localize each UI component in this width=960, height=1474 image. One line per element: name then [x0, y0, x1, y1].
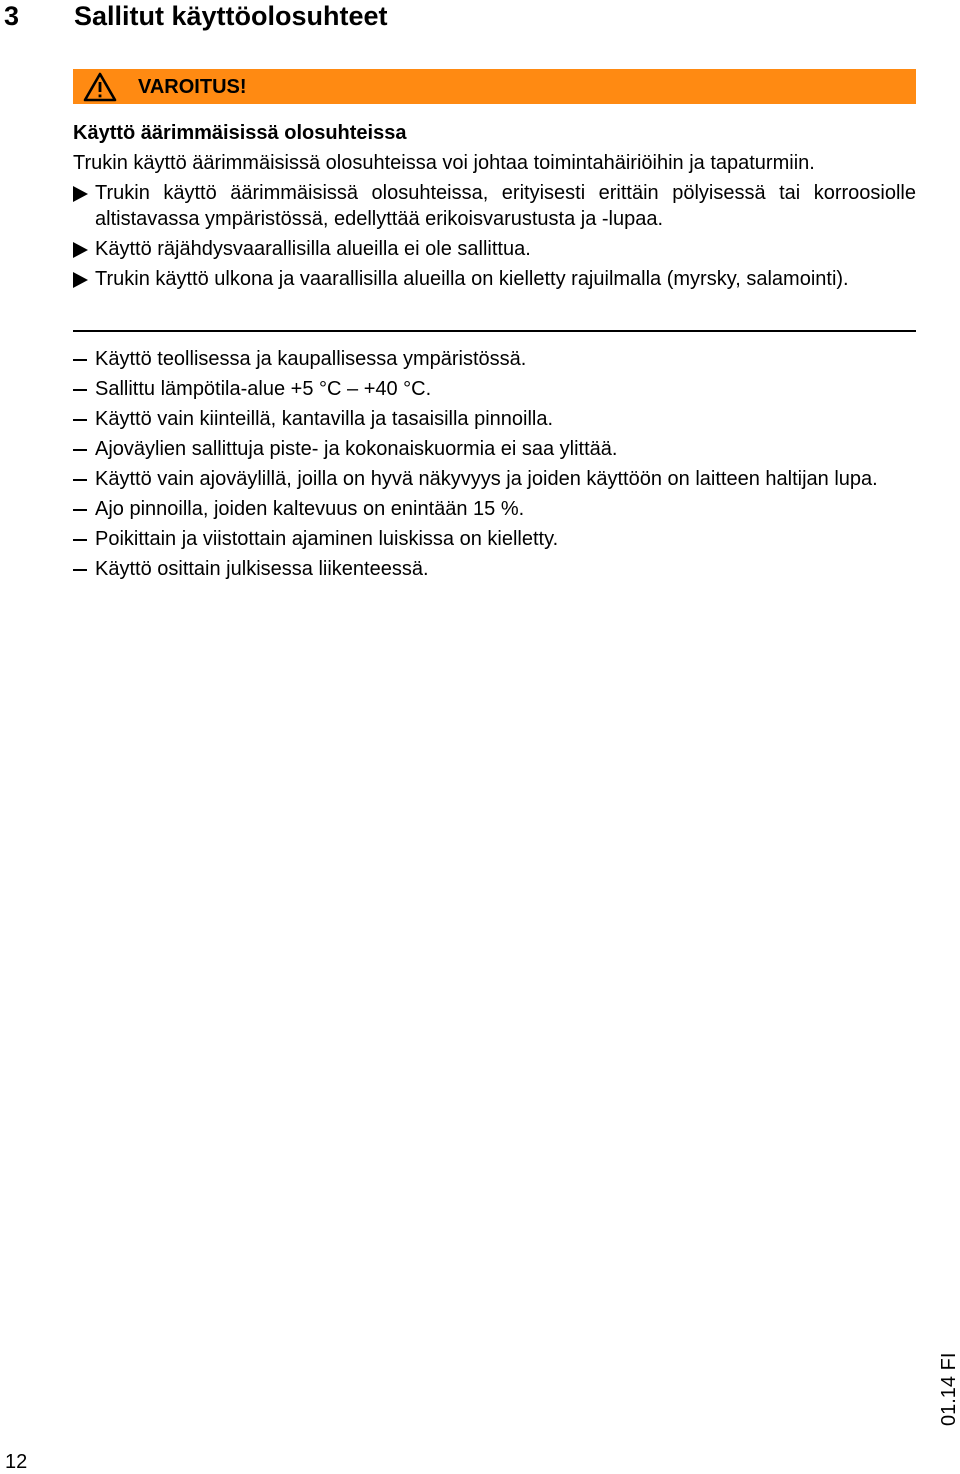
- condition-item: [73, 436, 916, 462]
- dash-icon: [73, 419, 87, 421]
- conditions-list: [73, 346, 916, 586]
- warning-title: VAROITUS!: [138, 76, 247, 98]
- warning-item: [73, 266, 916, 292]
- condition-text: Poikittain ja viistottain ajaminen luiskissa on kielletty.: [95, 528, 559, 550]
- triangle-right-icon: [73, 186, 88, 202]
- warning-item-text: Käyttö räjähdysvaarallisilla alueilla ei ole sallittua.: [95, 238, 531, 260]
- section-title: Sallitut käyttöolosuhteet: [74, 1, 388, 31]
- section-heading: [4, 0, 388, 32]
- warning-item-text: Trukin käyttö ulkona ja vaarallisilla alueilla on kielletty rajuilmalla (myrsky, salamointi).: [95, 268, 849, 290]
- triangle-right-icon: [73, 242, 88, 258]
- condition-text: Käyttö vain kiinteillä, kantavilla ja tasaisilla pinnoilla.: [95, 408, 554, 430]
- condition-text: Ajo pinnoilla, joiden kaltevuus on enintään 15 %.: [95, 498, 525, 520]
- condition-item: [73, 526, 916, 552]
- condition-item: [73, 406, 916, 432]
- condition-item: [73, 496, 916, 522]
- condition-item: [73, 346, 916, 372]
- dash-icon: [73, 449, 87, 451]
- warning-end-divider: [73, 330, 916, 332]
- dash-icon: [73, 539, 87, 541]
- page-number: 12: [5, 1451, 28, 1473]
- dash-icon: [73, 389, 87, 391]
- warning-triangle-icon: [83, 72, 117, 102]
- warning-intro: Trukin käyttö äärimmäisissä olosuhteissa voi johtaa toimintahäiriöihin ja tapaturmiin.: [73, 152, 815, 174]
- condition-item: [73, 556, 916, 582]
- dash-icon: [73, 479, 87, 481]
- dash-icon: [73, 509, 87, 511]
- warning-item: [73, 236, 916, 262]
- condition-item: [73, 466, 916, 492]
- warning-item-text: Trukin käyttö äärimmäisissä olosuhteissa, erityisesti erittäin pölyisessä tai korroosiolle altistavassa ympäristössä, edellyttää erikoisvarustusta ja -lupaa.: [95, 182, 916, 230]
- condition-text: Ajoväylien sallittuja piste- ja kokonaiskuormia ei saa ylittää.: [95, 438, 618, 460]
- document-version: 01.14 FI: [938, 1352, 960, 1426]
- dash-icon: [73, 569, 87, 571]
- dash-icon: [73, 359, 87, 361]
- warning-item: [73, 180, 916, 232]
- condition-text: Käyttö teollisessa ja kaupallisessa ympäristössä.: [95, 348, 527, 370]
- warning-banner: [73, 69, 916, 104]
- condition-item: [73, 376, 916, 402]
- condition-text: Käyttö vain ajoväylillä, joilla on hyvä näkyvyys ja joiden käyttöön on laitteen haltijan lupa.: [95, 468, 878, 490]
- condition-text: Sallittu lämpötila-alue +5 °C – +40 °C.: [95, 378, 432, 400]
- section-number: 3: [4, 1, 20, 31]
- condition-text: Käyttö osittain julkisessa liikenteessä.: [95, 558, 429, 580]
- triangle-right-icon: [73, 272, 88, 288]
- warning-subtitle: Käyttö äärimmäisissä olosuhteissa: [73, 122, 407, 144]
- warning-list: [73, 180, 916, 296]
